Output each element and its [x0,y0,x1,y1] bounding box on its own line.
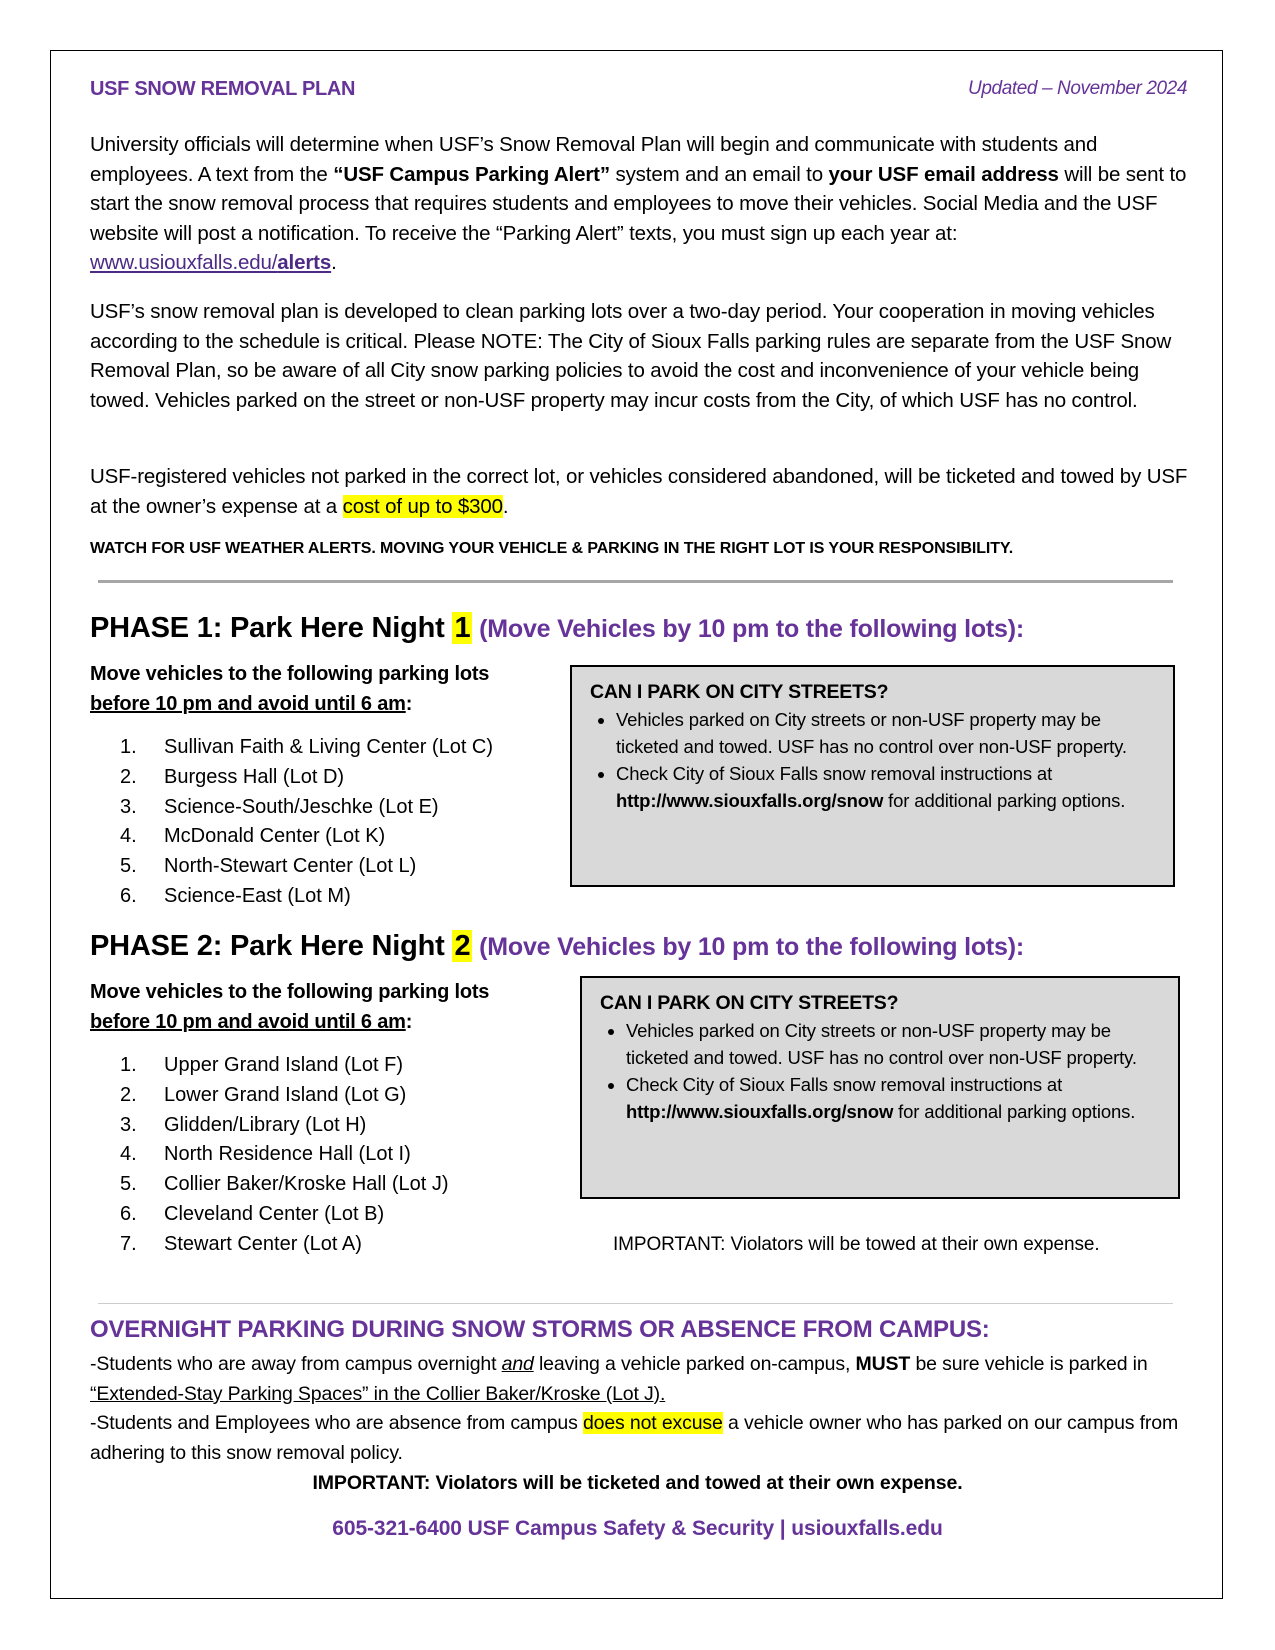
list-item: 5. North-Stewart Center (Lot L) [120,855,417,878]
phase-1-heading: PHASE 1: Park Here Night 1 (Move Vehicles by 10 pm to the following lots): [90,612,1024,644]
list-item: • Vehicles parked on City streets or non-USF property may be ticketed and towed. USF has no control over non-USF property. [616,706,1155,760]
city-snow-link[interactable]: http://www.siouxfalls.org/snow [626,1101,894,1122]
list-item: • Check City of Sioux Falls snow removal instructions at http://www.siouxfalls.org/snow for additional parking options. [616,760,1155,814]
list-item: • Check City of Sioux Falls snow removal instructions at http://www.siouxfalls.org/snow for additional parking options. [626,1071,1160,1125]
overnight-paragraph [90,1350,1190,1468]
list-item: 2. Burgess Hall (Lot D) [120,765,345,788]
phase-2-heading: PHASE 2: Park Here Night 2 (Move Vehicles by 10 pm to the following lots): [90,930,1024,962]
list-item: 1. Sullivan Faith & Living Center (Lot C) [120,736,494,758]
city-snow-link[interactable]: http://www.siouxfalls.org/snow [616,790,884,811]
excuse-highlight: does not excuse [582,1412,723,1435]
intro-paragraph-1: University officials will determine when USF’s Snow Removal Plan will begin and communicate with students and employees. A text from the “USF Campus Parking Alert” system and an email to your USF email address will be sent to start the snow removal process that requires students and employees to move their vehicles. Social Media and the USF website will post a notification. To receive the “Parking Alert” texts, you must sign up each year at: www.usiouxfalls.edu/alerts. [90,133,1187,275]
list-item: 3. Glidden/Library (Lot H) [120,1113,367,1136]
night-number-highlight: 2 [454,930,471,962]
night-number-highlight: 1 [454,612,471,644]
phase-2-important-note: IMPORTANT: Violators will be towed at their own expense. [613,1234,1100,1255]
list-item: 6. Cleveland Center (Lot B) [120,1202,385,1225]
document-title: USF SNOW REMOVAL PLAN [90,78,356,100]
list-item: 4. McDonald Center (Lot K) [120,825,386,848]
city-streets-callout-1 [570,665,1175,887]
callout-title: CAN I PARK ON CITY STREETS? [590,681,889,703]
list-item: 1. Upper Grand Island (Lot F) [120,1054,403,1076]
responsibility-warning: WATCH FOR USF WEATHER ALERTS. MOVING YOUR VEHICLE & PARKING IN THE RIGHT LOT IS YOUR RESPONSIBILITY. [90,540,1014,557]
footer-contact: 605-321-6400 USF Campus Safety & Security | usiouxfalls.edu [332,1517,943,1540]
list-item: 7. Stewart Center (Lot A) [120,1232,362,1255]
alerts-link[interactable]: www.usiouxfalls.edu/alerts [90,251,332,275]
updated-date: Updated – November 2024 [968,78,1187,99]
cost-highlight: cost of up to $300 [342,494,503,518]
overnight-line-2: -Students and Employees who are absence from campus does not excuse a vehicle owner who has parked on our campus from adhering to this snow removal policy. [90,1412,1179,1464]
section-divider [98,1303,1173,1304]
city-streets-callout-2 [580,976,1180,1199]
list-item: 2. Lower Grand Island (Lot G) [120,1083,407,1106]
intro-paragraph-2: USF’s snow removal plan is developed to clean parking lots over a two-day period. Your cooperation in moving vehicles according to the schedule is critical. Please NOTE: The City of Sioux Falls parking rules are separate from the USF Snow Removal Plan, so be aware of all City snow parking policies to avoid the cost and inconvenience of your vehicle being towed. Vehicles parked on the street or non-USF property may incur costs from the City, of which USF has no control. [90,300,1172,412]
intro-paragraph-3: USF-registered vehicles not parked in the correct lot, or vehicles considered abandoned, will be ticketed and towed by USF at the owner’s expense at a cost of up to $300. [90,465,1188,518]
section-divider [98,580,1173,583]
phase-2-lot-list [120,1051,449,1260]
list-item: 5. Collier Baker/Kroske Hall (Lot J) [120,1173,449,1196]
overnight-heading: OVERNIGHT PARKING DURING SNOW STORMS OR ABSENCE FROM CAMPUS: [90,1316,990,1343]
phase-1-instructions: Move vehicles to the following parking lots before 10 pm and avoid until 6 am: [90,663,490,715]
phase-1-lot-list [120,733,493,912]
list-item: 4. North Residence Hall (Lot I) [120,1143,411,1166]
list-item: • Vehicles parked on City streets or non-USF property may be ticketed and towed. USF has no control over non-USF property. [626,1017,1160,1071]
list-item: 3. Science-South/Jeschke (Lot E) [120,795,439,818]
list-item: 6. Science-East (Lot M) [120,884,351,907]
phase-2-instructions: Move vehicles to the following parking lots before 10 pm and avoid until 6 am: [90,981,490,1033]
overnight-line-1: -Students who are away from campus overnight and leaving a vehicle parked on-campus, MUST be sure vehicle is parked in “Extended-Stay Parking Spaces” in the Collier Baker/Kroske (Lot J). [90,1353,1148,1405]
overnight-important-note: IMPORTANT: Violators will be ticketed and towed at their own expense. [312,1472,963,1494]
callout-title: CAN I PARK ON CITY STREETS? [600,992,899,1014]
